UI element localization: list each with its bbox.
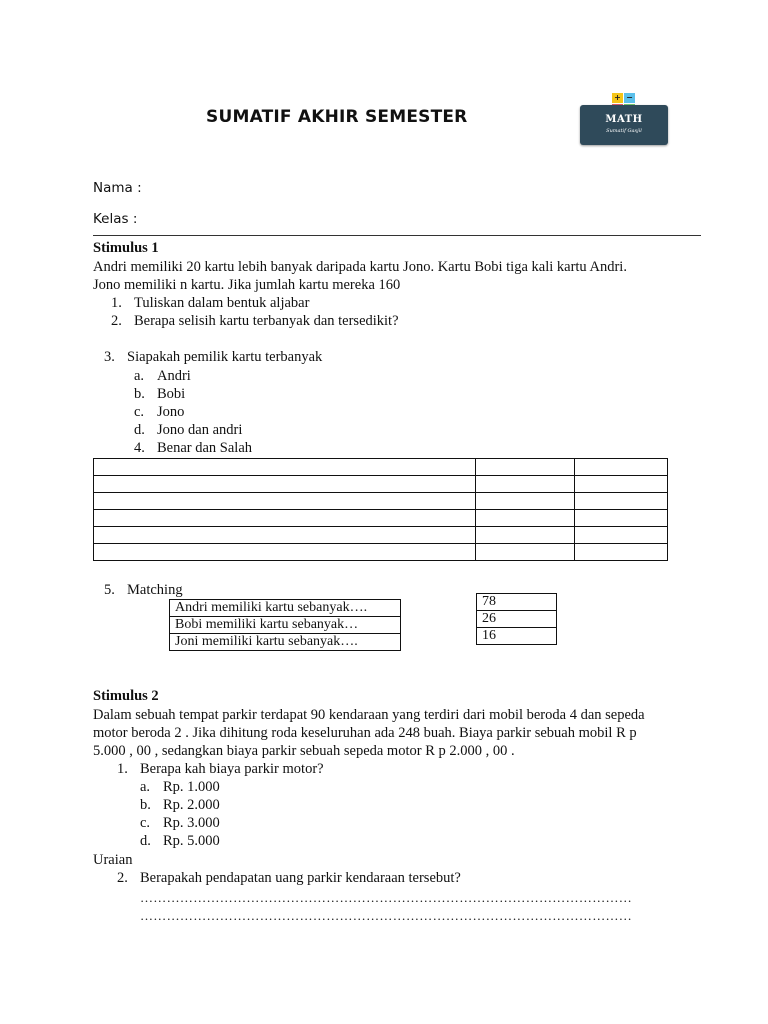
question-1-number: 1.	[111, 295, 122, 311]
option-text: Andri	[157, 368, 191, 384]
option-text: Bobi	[157, 386, 186, 402]
stimulus2-text-line1: Dalam sebuah tempat parkir terdapat 90 kendaraan yang terdiri dari mobil beroda 4 dan sepeda	[93, 707, 645, 723]
option-letter: d.	[134, 422, 145, 438]
s2-question-1-text: Berapa kah biaya parkir motor?	[140, 761, 324, 777]
table-cell[interactable]	[476, 527, 575, 544]
name-label: Nama :	[93, 180, 142, 196]
question-4-number: 4.	[134, 440, 145, 456]
minus-icon: −	[624, 93, 635, 103]
s2-question-1-number: 1.	[117, 761, 128, 777]
table-cell[interactable]	[575, 493, 668, 510]
table-row	[94, 459, 668, 476]
table-row	[170, 617, 401, 634]
option-text: Rp. 1.000	[163, 779, 220, 795]
s2-question-2-number: 2.	[117, 870, 128, 886]
divider	[93, 235, 701, 236]
option-letter: a.	[134, 368, 145, 384]
true-false-table	[93, 458, 668, 561]
math-logo	[580, 105, 668, 145]
option-letter: c.	[140, 815, 151, 831]
option-text: Rp. 5.000	[163, 833, 220, 849]
table-cell[interactable]	[94, 459, 476, 476]
option-text: Jono dan andri	[157, 422, 243, 438]
class-label: Kelas :	[93, 211, 138, 227]
question-2-text: Berapa selisih kartu terbanyak dan tersedikit?	[134, 313, 399, 329]
table-row	[94, 527, 668, 544]
option-text: Rp. 2.000	[163, 797, 220, 813]
table-row	[94, 476, 668, 493]
question-5-number: 5.	[104, 582, 115, 598]
table-cell[interactable]	[476, 510, 575, 527]
table-cell[interactable]	[575, 459, 668, 476]
table-cell[interactable]	[94, 527, 476, 544]
table-cell[interactable]	[575, 527, 668, 544]
logo-word: MATH	[605, 114, 643, 125]
stimulus2-text-line3: 5.000 , 00 , sedangkan biaya parkir sebuah sepeda motor R p 2.000 , 00 .	[93, 743, 515, 759]
matching-answer: 16	[477, 628, 557, 645]
table-cell[interactable]	[575, 510, 668, 527]
table-row	[94, 544, 668, 561]
option-letter: b.	[140, 797, 151, 813]
table-row	[170, 600, 401, 617]
table-row	[477, 594, 557, 611]
s2-question-2-text: Berapakah pendapatan uang parkir kendaraan tersebut?	[140, 870, 461, 886]
table-cell[interactable]	[94, 476, 476, 493]
plus-icon: +	[612, 93, 623, 103]
table-cell[interactable]	[575, 476, 668, 493]
stimulus2-heading: Stimulus 2	[93, 688, 159, 704]
stimulus1-text-line1: Andri memiliki 20 kartu lebih banyak daripada kartu Jono. Kartu Bobi tiga kali kartu Andri.	[93, 259, 627, 275]
question-4-text: Benar dan Salah	[157, 440, 253, 456]
stimulus1-heading: Stimulus 1	[93, 240, 159, 256]
matching-statement: Andri memiliki kartu sebanyak….	[170, 600, 401, 617]
option-text: Jono	[157, 404, 185, 420]
uraian-label: Uraian	[93, 852, 133, 868]
table-row	[170, 634, 401, 651]
table-row	[477, 628, 557, 645]
matching-statement: Bobi memiliki kartu sebanyak…	[170, 617, 401, 634]
page-title: SUMATIF AKHIR SEMESTER	[206, 107, 468, 127]
option-text: Rp. 3.000	[163, 815, 220, 831]
question-2-number: 2.	[111, 313, 122, 329]
option-letter: b.	[134, 386, 145, 402]
table-cell[interactable]	[476, 544, 575, 561]
answer-line[interactable]: …………………………………………………………………………………………………	[140, 890, 633, 905]
table-row	[94, 510, 668, 527]
table-cell[interactable]	[94, 510, 476, 527]
logo-subtitle: Sumatif Gasjil	[606, 128, 642, 134]
matching-statements-table	[169, 599, 401, 651]
matching-answer: 26	[477, 611, 557, 628]
table-cell[interactable]	[476, 476, 575, 493]
table-cell[interactable]	[94, 493, 476, 510]
table-cell[interactable]	[476, 459, 575, 476]
matching-answer: 78	[477, 594, 557, 611]
option-letter: a.	[140, 779, 151, 795]
option-letter: d.	[140, 833, 151, 849]
question-3-text: Siapakah pemilik kartu terbanyak	[127, 349, 323, 365]
matching-statement: Joni memiliki kartu sebanyak….	[170, 634, 401, 651]
table-cell[interactable]	[476, 493, 575, 510]
table-cell[interactable]	[94, 544, 476, 561]
table-row	[477, 611, 557, 628]
option-letter: c.	[134, 404, 145, 420]
table-cell[interactable]	[575, 544, 668, 561]
answer-line[interactable]: …………………………………………………………………………………………………	[140, 908, 633, 923]
matching-answers-table	[476, 593, 557, 645]
table-row	[94, 493, 668, 510]
stimulus2-text-line2: motor beroda 2 . Jika dihitung roda keseluruhan ada 248 buah. Biaya parkir sebuah mobil R p	[93, 725, 637, 741]
question-5-text: Matching	[127, 582, 183, 598]
stimulus1-text-line2: Jono memiliki n kartu. Jika jumlah kartu mereka 160	[93, 277, 401, 293]
question-1-text: Tuliskan dalam bentuk aljabar	[134, 295, 310, 311]
question-3-number: 3.	[104, 349, 115, 365]
